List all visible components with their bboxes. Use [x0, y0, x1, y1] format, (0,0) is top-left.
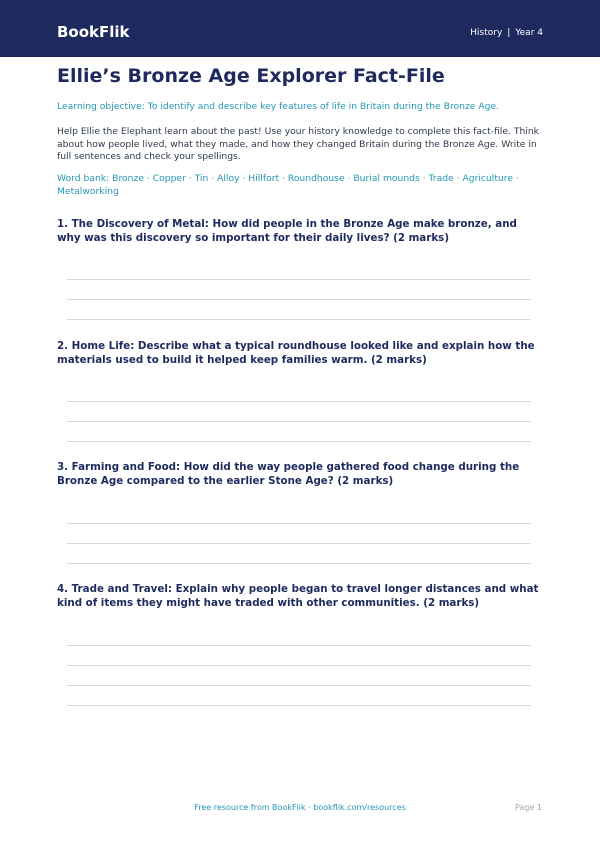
- answer-line[interactable]: [67, 421, 531, 422]
- answer-line[interactable]: [67, 299, 531, 300]
- answer-line[interactable]: [67, 543, 531, 544]
- answer-line[interactable]: [67, 401, 531, 402]
- footer-credit[interactable]: Free resource from BookFlik · bookflik.com/resources: [194, 803, 406, 812]
- question-2: 2. Home Life: Describe what a typical roundhouse looked like and explain how the materials used to build it helped keep families warm. (2 marks): [57, 340, 535, 366]
- year-label: Year 4: [515, 28, 543, 38]
- answer-line[interactable]: [67, 279, 531, 280]
- answer-line[interactable]: [67, 705, 531, 706]
- brand-logo-text[interactable]: BookFlik: [57, 23, 130, 41]
- answer-line[interactable]: [67, 563, 531, 564]
- subject-label: History: [470, 28, 503, 38]
- answer-line[interactable]: [67, 685, 531, 686]
- intro-paragraph: Help Ellie the Elephant learn about the past! Use your history knowledge to complete this fact-file. Think about how people lived, what they made, and how they changed Britain during the Bronze Age. Write in full sentences and check your spellings.: [57, 126, 539, 162]
- question-4: 4. Trade and Travel: Explain why people began to travel longer distances and what kind of items they might have traded with other communities. (2 marks): [57, 583, 539, 609]
- answer-line[interactable]: [67, 319, 531, 320]
- subject-year-meta: [470, 27, 543, 39]
- answer-line[interactable]: [67, 645, 531, 646]
- learning-objective: Learning objective: To identify and describe key features of life in Britain during the Bronze Age.: [57, 101, 500, 112]
- page-title: Ellie’s Bronze Age Explorer Fact-File: [57, 65, 445, 87]
- answer-line[interactable]: [67, 523, 531, 524]
- answer-line[interactable]: [67, 441, 531, 442]
- word-bank: Word bank: Bronze · Copper · Tin · Alloy · Hillfort · Roundhouse · Burial mounds · Trade · Agriculture · Metalworking: [57, 173, 519, 197]
- answer-line[interactable]: [67, 665, 531, 666]
- page-number: Page 1: [515, 803, 542, 812]
- question-3: 3. Farming and Food: How did the way people gathered food change during the Bronze Age compared to the earlier Stone Age? (2 marks): [57, 461, 520, 487]
- meta-separator: |: [507, 28, 511, 38]
- question-1: 1. The Discovery of Metal: How did people in the Bronze Age make bronze, and why was this discovery so important for their daily lives? (2 marks): [57, 218, 517, 244]
- header-bar: [0, 0, 600, 57]
